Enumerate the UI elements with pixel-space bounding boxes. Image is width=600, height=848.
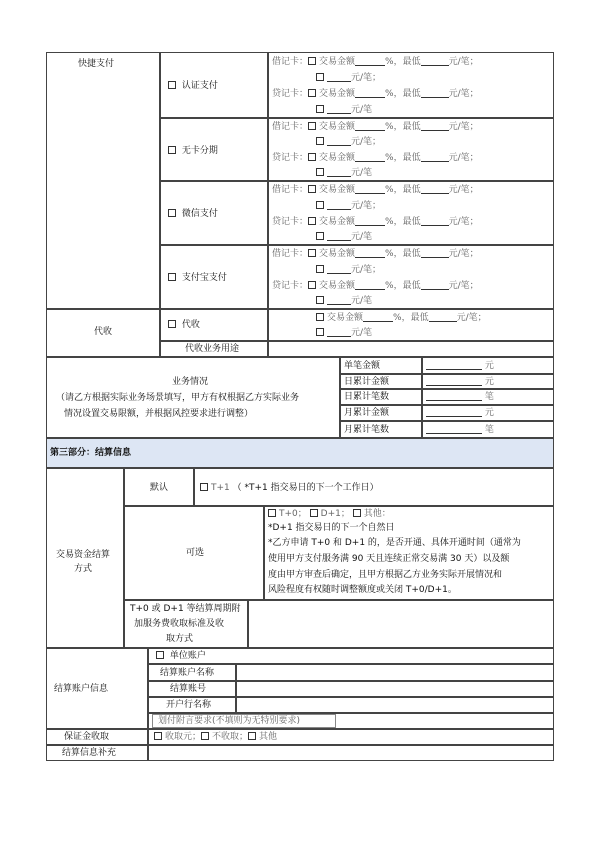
limit-label: 单笔金额 bbox=[344, 361, 381, 371]
business-title: 业务情况 bbox=[172, 377, 209, 387]
debit-fixed-line: 元/笔； bbox=[316, 200, 381, 212]
account-number-label: 结算账号 bbox=[170, 684, 207, 694]
account-type-option[interactable]: 单位账户 bbox=[156, 650, 206, 662]
optional-note: *D+1 指交易日的下一个自然日 bbox=[268, 523, 395, 533]
checkbox[interactable] bbox=[168, 81, 176, 89]
default-option[interactable]: T+1 （ *T+1 指交易日的下一个工作日） bbox=[200, 482, 379, 494]
limit-value-line: 元 bbox=[426, 407, 494, 419]
collection-fee-line: 交易金额 %，最低 元/笔； bbox=[316, 312, 487, 324]
limit-label: 月累计笔数 bbox=[344, 425, 390, 435]
debit-fee-line: 借记卡： 交易金额 %，最低 元/笔； bbox=[272, 249, 479, 259]
checkbox[interactable] bbox=[200, 483, 208, 491]
debit-fee-line: 借记卡： 交易金额 %，最低 元/笔； bbox=[272, 185, 479, 195]
option-label: 微信支付 bbox=[181, 209, 218, 219]
limit-label: 日累计笔数 bbox=[344, 392, 390, 402]
collection-fixed-line: 元/笔 bbox=[316, 327, 372, 339]
collection-label: 代收 bbox=[94, 327, 113, 337]
bank-name-label: 开户行名称 bbox=[166, 700, 212, 710]
account-name-input[interactable] bbox=[236, 664, 554, 681]
option-label: 认证支付 bbox=[181, 81, 218, 91]
settlement-label-line: 方式 bbox=[74, 564, 93, 574]
fee-label-line: 取方式 bbox=[166, 634, 194, 644]
quick-pay-label-cell bbox=[46, 52, 160, 309]
limit-label: 月累计金额 bbox=[344, 408, 390, 418]
credit-fixed-line: 元/笔 bbox=[316, 104, 372, 116]
account-type-cell bbox=[148, 648, 554, 664]
checkbox[interactable] bbox=[168, 209, 176, 217]
optional-note: 使用甲方支付服务满 90 天且连续正常交易满 30 天）以及额 bbox=[268, 554, 510, 564]
business-note-line: （请乙方根据实际业务场景填写，甲方有权根据乙方实际业务 bbox=[56, 393, 300, 403]
settlement-label-line: 交易资金结算 bbox=[56, 550, 111, 560]
checkbox[interactable] bbox=[168, 273, 176, 281]
credit-fee-line: 贷记卡： 交易金额 %，最低 元/笔； bbox=[272, 89, 479, 99]
limit-label: 日累计金额 bbox=[344, 377, 390, 387]
checkbox[interactable] bbox=[168, 146, 176, 154]
option-label: 支付宝支付 bbox=[181, 273, 227, 283]
business-note-line: 情况设置交易限额，并根据风控要求进行调整） bbox=[64, 409, 254, 419]
deposit-options[interactable]: 收取元； 不收取； 其他 bbox=[154, 731, 277, 743]
memo-placeholder: 划付附言要求(不填则为无特别要求) bbox=[158, 716, 301, 726]
limit-value-line: 元 bbox=[426, 360, 494, 372]
quick-pay-option[interactable] bbox=[168, 80, 218, 92]
optional-note: 度由甲方审查后确定，且甲方根据乙方业务实际开展情况和 bbox=[268, 570, 503, 580]
quick-pay-option[interactable] bbox=[168, 145, 218, 157]
debit-fixed-line: 元/笔； bbox=[316, 264, 381, 276]
credit-fee-line: 贷记卡： 交易金额 %，最低 元/笔； bbox=[272, 281, 479, 291]
fee-label-line: 加服务费收取标准及收 bbox=[134, 619, 225, 629]
section-title: 第三部分：结算信息 bbox=[50, 448, 132, 458]
fee-label-line: T+0 或 D+1 等结算周期附 bbox=[130, 604, 241, 614]
collection-purpose-input[interactable] bbox=[268, 341, 554, 357]
supplement-label: 结算信息补充 bbox=[62, 748, 117, 758]
account-name-label: 结算账户名称 bbox=[160, 668, 215, 678]
credit-fee-line: 贷记卡： 交易金额 %，最低 元/笔； bbox=[272, 153, 479, 163]
debit-fee-line: 借记卡： 交易金额 %，最低 元/笔； bbox=[272, 57, 479, 67]
account-label: 结算账户信息 bbox=[54, 684, 109, 694]
bank-name-input[interactable] bbox=[236, 697, 554, 713]
deposit-label: 保证金收取 bbox=[64, 732, 110, 742]
checkbox[interactable] bbox=[168, 320, 176, 328]
debit-fee-line: 借记卡： 交易金额 %，最低 元/笔； bbox=[272, 122, 479, 132]
debit-fixed-line: 元/笔； bbox=[316, 136, 381, 148]
limit-value-line: 元 bbox=[426, 376, 494, 388]
optional-options[interactable]: T+0； D+1； 其他： bbox=[268, 508, 391, 520]
supplement-input[interactable] bbox=[148, 745, 554, 761]
account-number-input[interactable] bbox=[236, 681, 554, 697]
credit-fixed-line: 元/笔 bbox=[316, 295, 372, 307]
option-label: 无卡分期 bbox=[181, 146, 218, 156]
quick-pay-option[interactable] bbox=[168, 208, 218, 220]
optional-note: 风险程度有权随时调整额度或关闭 T+0/D+1。 bbox=[268, 585, 457, 595]
credit-fee-line: 贷记卡： 交易金额 %，最低 元/笔； bbox=[272, 217, 479, 227]
checkbox[interactable] bbox=[156, 651, 164, 659]
fee-input-cell[interactable] bbox=[248, 600, 554, 648]
limit-value-line: 笔 bbox=[426, 424, 494, 436]
quick-pay-option[interactable] bbox=[168, 272, 227, 284]
default-label: 默认 bbox=[150, 483, 169, 493]
limit-value-line: 笔 bbox=[426, 391, 494, 403]
optional-label: 可选 bbox=[186, 548, 205, 558]
collection-option[interactable]: 代收 bbox=[168, 319, 200, 331]
credit-fixed-line: 元/笔 bbox=[316, 167, 372, 179]
quick-pay-label: 快捷支付 bbox=[78, 59, 115, 69]
optional-note: *乙方申请 T+0 和 D+1 的，是否开通、具体开通时间（通常为 bbox=[268, 538, 521, 548]
debit-fixed-line: 元/笔； bbox=[316, 72, 381, 84]
credit-fixed-line: 元/笔 bbox=[316, 231, 372, 243]
collection-purpose-label: 代收业务用途 bbox=[185, 344, 240, 354]
